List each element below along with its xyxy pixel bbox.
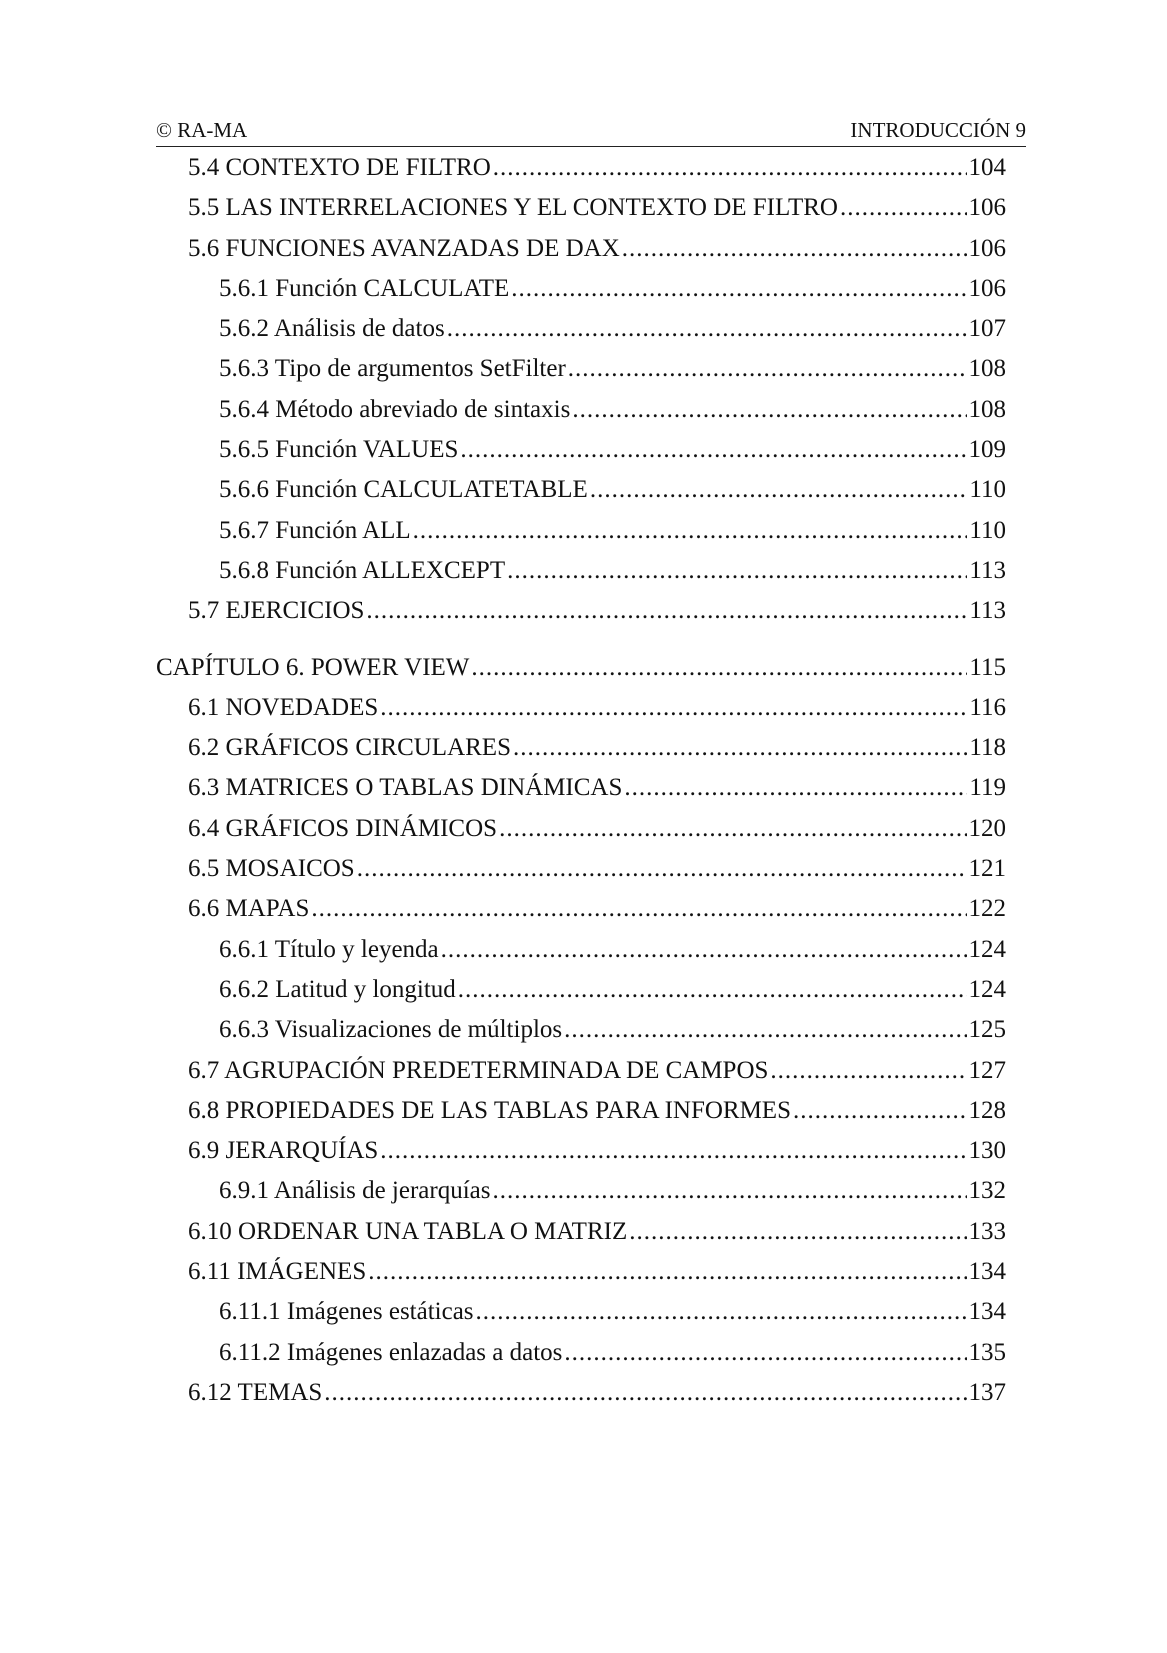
- section-page-label: INTRODUCCIÓN 9: [850, 118, 1026, 142]
- toc-entry[interactable]: [156, 349, 1006, 389]
- toc-dot-leader: [476, 1292, 967, 1332]
- toc-dot-leader: [492, 1171, 966, 1211]
- toc-page-number: 135: [968, 1338, 1006, 1366]
- toc-page-number: 132: [968, 1177, 1006, 1205]
- toc-dot-leader: [447, 309, 967, 349]
- toc-page-number: 107: [968, 315, 1006, 343]
- toc-page-number: 115: [969, 653, 1006, 681]
- toc-entry-label: 5.6.1 Función CALCULATE: [219, 274, 510, 302]
- toc-dot-leader: [622, 229, 967, 269]
- toc-page-number: 108: [968, 355, 1006, 383]
- toc-entry[interactable]: [156, 1292, 1006, 1332]
- toc-dot-leader: [624, 768, 967, 808]
- toc-entry-label: 6.2 GRÁFICOS CIRCULARES: [188, 734, 511, 762]
- toc-page-number: 128: [968, 1096, 1006, 1124]
- toc-page-number: 124: [968, 935, 1006, 963]
- toc-entry[interactable]: [156, 1131, 1006, 1171]
- toc-entry-label: 6.1 NOVEDADES: [188, 693, 379, 721]
- toc-entry[interactable]: [156, 1373, 1006, 1413]
- toc-page-number: 106: [968, 234, 1006, 262]
- toc-entry-label: 6.6.2 Latitud y longitud: [219, 975, 456, 1003]
- toc-dot-leader: [564, 1010, 966, 1050]
- toc-page-number: 124: [968, 975, 1006, 1003]
- toc-page-number: 104: [968, 154, 1006, 181]
- publisher-label: © RA-MA: [156, 118, 248, 142]
- toc-entry[interactable]: [156, 269, 1006, 309]
- page-header: [156, 118, 1026, 147]
- toc-dot-leader: [441, 930, 967, 970]
- toc-page-number: 127: [968, 1056, 1006, 1084]
- toc-entry-label: 5.6.2 Análisis de datos: [219, 315, 445, 343]
- toc-entry[interactable]: [156, 728, 1006, 768]
- toc-dot-leader: [493, 148, 967, 188]
- toc-entry-label: 6.8 PROPIEDADES DE LAS TABLAS PARA INFORMES: [188, 1096, 791, 1124]
- toc-entry-label: 6.4 GRÁFICOS DINÁMICOS: [188, 814, 498, 842]
- toc-page-number: 130: [968, 1137, 1006, 1165]
- toc-dot-leader: [380, 688, 967, 728]
- toc-page-number: 110: [969, 476, 1006, 504]
- toc-entry[interactable]: [156, 1171, 1006, 1211]
- toc-entry[interactable]: [156, 809, 1006, 849]
- toc-entry-label: 6.11 IMÁGENES: [188, 1258, 367, 1286]
- toc-page-number: 134: [968, 1298, 1006, 1326]
- toc-dot-leader: [311, 889, 966, 929]
- toc-entry-label: 6.10 ORDENAR UNA TABLA O MATRIZ: [188, 1217, 628, 1245]
- toc-entry-label: 5.4 CONTEXTO DE FILTRO: [188, 154, 491, 181]
- toc-page-number: 116: [969, 693, 1006, 721]
- toc-page-number: 133: [968, 1217, 1006, 1245]
- toc-page-number: 118: [969, 734, 1006, 762]
- toc-dot-leader: [770, 1051, 966, 1091]
- toc-entry-label: 5.6.4 Método abreviado de sintaxis: [219, 395, 571, 423]
- toc-entry-label: 5.6.7 Función ALL: [219, 516, 411, 544]
- toc-entry[interactable]: [156, 551, 1006, 591]
- toc-page-number: 134: [968, 1258, 1006, 1286]
- toc-entry[interactable]: [156, 1333, 1006, 1373]
- toc-entry-label: 6.9.1 Análisis de jerarquías: [219, 1177, 491, 1205]
- toc-entry[interactable]: [156, 470, 1006, 510]
- toc-entry-label: 5.6 FUNCIONES AVANZADAS DE DAX: [188, 234, 620, 262]
- toc-dot-leader: [366, 591, 967, 631]
- toc-entry-label: 5.6.3 Tipo de argumentos SetFilter: [219, 355, 566, 383]
- toc-dot-leader: [507, 551, 967, 591]
- toc-dot-leader: [413, 511, 968, 551]
- toc-entry-label: 6.6.3 Visualizaciones de múltiplos: [219, 1016, 563, 1044]
- toc-page-number: 120: [968, 814, 1006, 842]
- toc-entry-label: 6.7 AGRUPACIÓN PREDETERMINADA DE CAMPOS: [188, 1056, 769, 1084]
- toc-entry[interactable]: [156, 1252, 1006, 1292]
- toc-entry[interactable]: [156, 309, 1006, 349]
- toc-dot-leader: [380, 1131, 966, 1171]
- toc-entry-label: 6.11.1 Imágenes estáticas: [219, 1298, 474, 1326]
- toc-dot-leader: [471, 648, 967, 688]
- toc-dot-leader: [793, 1091, 967, 1131]
- toc-entry[interactable]: [156, 970, 1006, 1010]
- toc-entry-label: 5.6.5 Función VALUES: [219, 436, 459, 464]
- toc-entry-label: 5.5 LAS INTERRELACIONES Y EL CONTEXTO DE FILTRO: [188, 194, 838, 222]
- toc-entry[interactable]: [156, 1091, 1006, 1131]
- toc-dot-leader: [458, 970, 967, 1010]
- toc-page-number: 109: [968, 436, 1006, 464]
- toc-entry-label: 6.5 MOSAICOS: [188, 855, 355, 883]
- toc-page-number: 113: [969, 556, 1006, 584]
- toc-entry-label: 5.7 EJERCICIOS: [188, 597, 365, 625]
- toc-page-number: 108: [968, 395, 1006, 423]
- toc-entry-label: 5.6.6 Función CALCULATETABLE: [219, 476, 588, 504]
- toc-dot-leader: [513, 728, 967, 768]
- toc-page-number: 137: [968, 1378, 1006, 1406]
- toc-dot-leader: [568, 349, 967, 389]
- toc-entry[interactable]: [156, 889, 1006, 929]
- toc-page-number: 110: [969, 516, 1006, 544]
- toc-dot-leader: [357, 849, 967, 889]
- toc-dot-leader: [840, 188, 967, 228]
- toc-dot-leader: [629, 1212, 966, 1252]
- toc-entry[interactable]: [156, 390, 1006, 430]
- toc-chapter-entry[interactable]: [156, 648, 1006, 688]
- toc-entry-label: 6.6 MAPAS: [188, 895, 310, 923]
- toc-page-number: 106: [968, 194, 1006, 222]
- toc-dot-leader: [564, 1333, 966, 1373]
- toc-entry[interactable]: [156, 1010, 1006, 1050]
- toc-entry-label: CAPÍTULO 6. POWER VIEW: [156, 653, 470, 681]
- toc-entry-label: 6.9 JERARQUÍAS: [188, 1137, 379, 1165]
- toc-entry[interactable]: [156, 768, 1006, 808]
- toc-dot-leader: [324, 1373, 966, 1413]
- toc-entry[interactable]: [156, 1051, 1006, 1091]
- toc-entry[interactable]: [156, 688, 1006, 728]
- toc-page-number: 119: [969, 774, 1006, 802]
- toc-entry-label: 6.12 TEMAS: [188, 1378, 323, 1406]
- toc-entry-label: 5.6.8 Función ALLEXCEPT: [219, 556, 506, 584]
- toc-entry[interactable]: [156, 188, 1006, 228]
- toc-entry-label: 6.3 MATRICES O TABLAS DINÁMICAS: [188, 774, 623, 802]
- table-of-contents: [156, 148, 1006, 1413]
- toc-page-number: 113: [969, 597, 1006, 625]
- toc-dot-leader: [572, 390, 966, 430]
- toc-entry[interactable]: [156, 849, 1006, 889]
- toc-dot-leader: [590, 470, 968, 510]
- toc-entry-label: 6.6.1 Título y leyenda: [219, 935, 439, 963]
- toc-page-number: 106: [968, 274, 1006, 302]
- toc-entry[interactable]: [156, 511, 1006, 551]
- toc-dot-leader: [499, 809, 966, 849]
- toc-dot-leader: [368, 1252, 966, 1292]
- toc-entry-label: 6.11.2 Imágenes enlazadas a datos: [219, 1338, 563, 1366]
- toc-entry[interactable]: [156, 1212, 1006, 1252]
- toc-page-number: 122: [968, 895, 1006, 923]
- toc-entry[interactable]: [156, 591, 1006, 631]
- toc-page-number: 121: [968, 855, 1006, 883]
- toc-entry[interactable]: [156, 229, 1006, 269]
- toc-entry[interactable]: [156, 148, 1006, 188]
- toc-entry[interactable]: [156, 930, 1006, 970]
- toc-dot-leader: [511, 269, 966, 309]
- toc-page-number: 125: [968, 1016, 1006, 1044]
- toc-dot-leader: [460, 430, 966, 470]
- toc-entry[interactable]: [156, 430, 1006, 470]
